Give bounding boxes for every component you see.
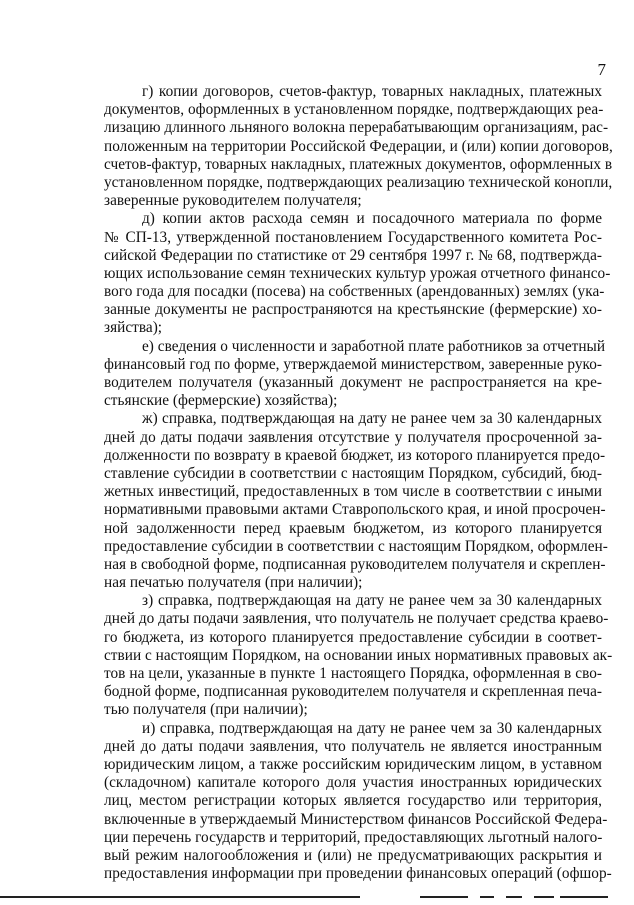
text-line: нормативными правовыми актами Ставропольского края, и иной просрочен-: [104, 501, 606, 519]
text-line: предоставление субсидии в соответствии с настоящим Порядком, оформлен-: [104, 537, 608, 555]
footer-rule: [560, 896, 608, 898]
text-line: ная печатью получателя (при наличии);: [104, 574, 363, 592]
text-line: лиц, местом регистрации которых является государство или территория,: [104, 792, 602, 810]
text-line: финансовый год по форме, утверждаемой министерством, заверенные руко-: [104, 355, 602, 373]
text-line: е) сведения о численности и заработной плате работников за отчетный: [142, 337, 606, 355]
text-line: долженности по возврату в краевой бюджет, из которого планируется предо-: [104, 446, 606, 464]
text-line: и) справка, подтверждающая на дату не ранее чем за 30 календарных: [142, 719, 602, 737]
text-line: бодной форме, подписанная руководителем получателя и скрепленная печа-: [104, 683, 602, 701]
footer-rule: [534, 896, 554, 898]
text-line: лизацию длинного льняного волокна перерабатывающим организациям, рас-: [104, 119, 609, 137]
text-line: № СП-13, утвержденной постановлением Государственного комитета Рос-: [104, 228, 602, 246]
text-line: установленном порядке, подтверждающих реализацию технической конопли,: [104, 173, 613, 191]
text-line: ции перечень государств и территорий, предоставляющих льготный налого-: [104, 828, 603, 846]
text-line: вого года для посадки (посева) на собственных (арендованных) землях (ука-: [104, 283, 605, 301]
footer-rule: [480, 896, 494, 898]
text-line: зяйства);: [104, 319, 163, 337]
text-line: включенные в утверждаемый Министерством финансов Российской Федера-: [104, 810, 608, 828]
text-line: юридическим лицом, а также российским юридическим лицом, в уставном: [104, 755, 602, 773]
text-line: дней до даты подачи заявления отсутствие у получателя просроченной за-: [104, 428, 602, 446]
text-line: счетов-фактур, товарных накладных, платежных документов, оформленных в: [104, 155, 613, 173]
footer-rule: [420, 896, 468, 898]
text-line: жетных инвестиций, предоставленных в том числе в соответствии с иными: [104, 483, 602, 501]
page-number: 7: [597, 60, 606, 79]
text-line: занные документы не распространяются на крестьянские (фермерские) хо-: [104, 301, 602, 319]
text-line: дней до даты подачи заявления, что получатель не является иностранным: [104, 737, 602, 755]
text-line: положенным на территории Российской Федерации, и (или) копии договоров,: [104, 137, 613, 155]
text-line: д) копии актов расхода семян и посадочного материала по форме: [142, 210, 602, 228]
footer-rule: [0, 896, 360, 898]
document-body: [104, 83, 613, 883]
text-line: з) справка, подтверждающая на дату не ранее чем за 30 календарных: [142, 592, 602, 610]
text-line: ная в свободной форме, подписанная руководителем получателя и скреплен-: [104, 555, 606, 573]
text-line: документов, оформленных в установленном порядке, подтверждающих реа-: [104, 101, 604, 119]
text-line: ной задолженности перед краевым бюджетом, из которого планируется: [104, 519, 602, 537]
text-line: (складочном) капитале которого доля участия иностранных юридических: [104, 774, 602, 792]
text-line: вый режим налогообложения и (или) не предусматривающих раскрытия и: [104, 846, 602, 864]
text-line: предоставления информации при проведении финансовых операций (офшор-: [104, 865, 612, 883]
text-line: дней до даты подачи заявления, что получатель не получает средства краево-: [104, 610, 609, 628]
footer-rule: [506, 896, 522, 898]
text-line: г) копии договоров, счетов-фактур, товарных накладных, платежных: [142, 83, 602, 100]
text-line: заверенные руководителем получателя;: [104, 192, 362, 210]
text-line: ствии с настоящим Порядком, на основании иных нормативных правовых ак-: [104, 646, 613, 664]
text-line: сийской Федерации по статистике от 29 сентября 1997 г. № 68, подтвержда-: [104, 246, 602, 264]
text-line: го бюджета, из которого планируется предоставление субсидии в соответ-: [104, 628, 602, 646]
text-line: тью получателя (при наличии);: [104, 701, 308, 719]
text-line: водителем получателя (указанный документ не распространяется на кре-: [104, 374, 602, 391]
text-line: ющих использование семян технических культур урожая отчетного финансо-: [104, 264, 611, 282]
text-line: ставление субсидии в соответствии с настоящим Порядком, субсидий, бюд-: [104, 464, 602, 482]
text-line: ж) справка, подтверждающая на дату не ранее чем за 30 календарных: [142, 410, 602, 428]
text-line: стьянские (фермерские) хозяйства);: [104, 392, 338, 410]
text-line: тов на цели, указанные в пункте 1 настоящего Порядка, оформленная в сво-: [104, 665, 602, 682]
